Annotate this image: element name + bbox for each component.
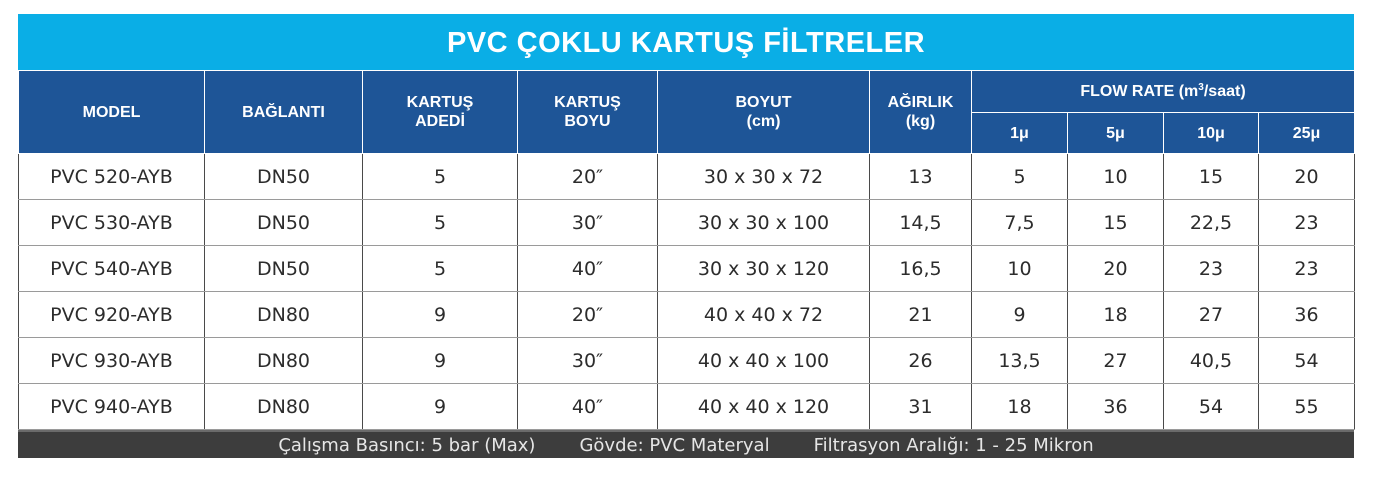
table-row: [19, 338, 1355, 384]
cell-flow-10: 15: [1164, 154, 1259, 200]
cell-boyut: 40 x 40 x 100: [658, 338, 870, 384]
cell-kartus-boyu: 30″: [518, 338, 658, 384]
header-flow-25: 25μ: [1259, 113, 1355, 154]
cell-boyut: 40 x 40 x 120: [658, 384, 870, 430]
header-boyut: [658, 71, 870, 154]
cell-agirlik: 26: [870, 338, 972, 384]
cell-model: PVC 540-AYB: [19, 246, 205, 292]
table-row: [19, 246, 1355, 292]
table-row: [19, 200, 1355, 246]
cell-boyut: 40 x 40 x 72: [658, 292, 870, 338]
cell-flow-5: 15: [1068, 200, 1164, 246]
table-row: [19, 384, 1355, 430]
header-boyut-line1: BOYUT: [735, 94, 792, 111]
cell-boyut: 30 x 30 x 72: [658, 154, 870, 200]
cell-model: PVC 930-AYB: [19, 338, 205, 384]
header-kartus-boyu-line2: BOYU: [564, 113, 611, 130]
cell-flow-1: 18: [972, 384, 1068, 430]
cell-flow-5: 20: [1068, 246, 1164, 292]
header-kartus-adedi-line2: ADEDİ: [415, 113, 465, 130]
cell-kartus-adedi: 9: [363, 292, 518, 338]
cell-baglanti: DN80: [205, 338, 363, 384]
footer-filtration-range: Filtrasyon Aralığı: 1 - 25 Mikron: [813, 434, 1094, 456]
footer-pressure: Çalışma Basıncı: 5 bar (Max): [278, 434, 536, 456]
cell-flow-5: 10: [1068, 154, 1164, 200]
header-agirlik-line2: (kg): [905, 113, 936, 130]
header-agirlik-line1: AĞIRLIK: [887, 94, 954, 111]
header-kartus-adedi: [363, 71, 518, 154]
header-flow-5: 5μ: [1068, 113, 1164, 154]
header-baglanti: BAĞLANTI: [205, 71, 363, 154]
cell-baglanti: DN80: [205, 384, 363, 430]
product-table-container: [18, 14, 1354, 458]
cell-kartus-adedi: 5: [363, 246, 518, 292]
cell-flow-10: 22,5: [1164, 200, 1259, 246]
cell-model: PVC 920-AYB: [19, 292, 205, 338]
header-boyut-line2: (cm): [746, 113, 781, 130]
cell-flow-1: 9: [972, 292, 1068, 338]
header-kartus-boyu-line1: KARTUŞ: [554, 94, 621, 111]
cell-baglanti: DN80: [205, 292, 363, 338]
cell-kartus-adedi: 5: [363, 200, 518, 246]
cell-kartus-boyu: 20″: [518, 292, 658, 338]
cell-flow-25: 36: [1259, 292, 1355, 338]
cell-kartus-boyu: 30″: [518, 200, 658, 246]
cell-flow-1: 13,5: [972, 338, 1068, 384]
cell-boyut: 30 x 30 x 100: [658, 200, 870, 246]
cell-baglanti: DN50: [205, 246, 363, 292]
header-flow-10: 10μ: [1164, 113, 1259, 154]
cell-flow-10: 54: [1164, 384, 1259, 430]
cell-flow-5: 36: [1068, 384, 1164, 430]
cell-agirlik: 31: [870, 384, 972, 430]
table-row: [19, 154, 1355, 200]
cell-flow-10: 23: [1164, 246, 1259, 292]
cell-kartus-boyu: 20″: [518, 154, 658, 200]
header-flow-rate-suffix: /saat): [1203, 83, 1246, 100]
table-title: PVC ÇOKLU KARTUŞ FİLTRELER: [18, 14, 1354, 70]
cell-flow-25: 20: [1259, 154, 1355, 200]
cell-flow-1: 5: [972, 154, 1068, 200]
cell-flow-1: 10: [972, 246, 1068, 292]
cell-boyut: 30 x 30 x 120: [658, 246, 870, 292]
header-flow-rate-prefix: FLOW RATE (m: [1080, 83, 1199, 100]
header-model: MODEL: [19, 71, 205, 154]
cell-flow-5: 27: [1068, 338, 1164, 384]
cell-baglanti: DN50: [205, 154, 363, 200]
footer-bar: [18, 430, 1354, 458]
cell-flow-5: 18: [1068, 292, 1164, 338]
cell-flow-1: 7,5: [972, 200, 1068, 246]
cell-flow-10: 40,5: [1164, 338, 1259, 384]
cell-model: PVC 940-AYB: [19, 384, 205, 430]
cell-flow-25: 23: [1259, 200, 1355, 246]
cell-kartus-adedi: 9: [363, 384, 518, 430]
table-body: [19, 154, 1355, 430]
cell-agirlik: 14,5: [870, 200, 972, 246]
cell-flow-10: 27: [1164, 292, 1259, 338]
cell-baglanti: DN50: [205, 200, 363, 246]
cell-kartus-adedi: 5: [363, 154, 518, 200]
table-row: [19, 292, 1355, 338]
header-kartus-boyu: [518, 71, 658, 154]
cell-flow-25: 54: [1259, 338, 1355, 384]
header-kartus-adedi-line1: KARTUŞ: [406, 94, 474, 111]
cell-agirlik: 13: [870, 154, 972, 200]
cell-kartus-adedi: 9: [363, 338, 518, 384]
header-agirlik: [870, 71, 972, 154]
header-flow-rate-sup: 3: [1198, 82, 1204, 93]
cell-kartus-boyu: 40″: [518, 384, 658, 430]
header-flow-1: 1μ: [972, 113, 1068, 154]
table-header: [19, 71, 1355, 154]
footer-body-material: Gövde: PVC Materyal: [579, 434, 770, 456]
cell-model: PVC 530-AYB: [19, 200, 205, 246]
header-flow-rate: [972, 71, 1355, 113]
cell-model: PVC 520-AYB: [19, 154, 205, 200]
spec-table: [18, 70, 1355, 430]
cell-flow-25: 55: [1259, 384, 1355, 430]
cell-flow-25: 23: [1259, 246, 1355, 292]
cell-agirlik: 16,5: [870, 246, 972, 292]
cell-kartus-boyu: 40″: [518, 246, 658, 292]
cell-agirlik: 21: [870, 292, 972, 338]
